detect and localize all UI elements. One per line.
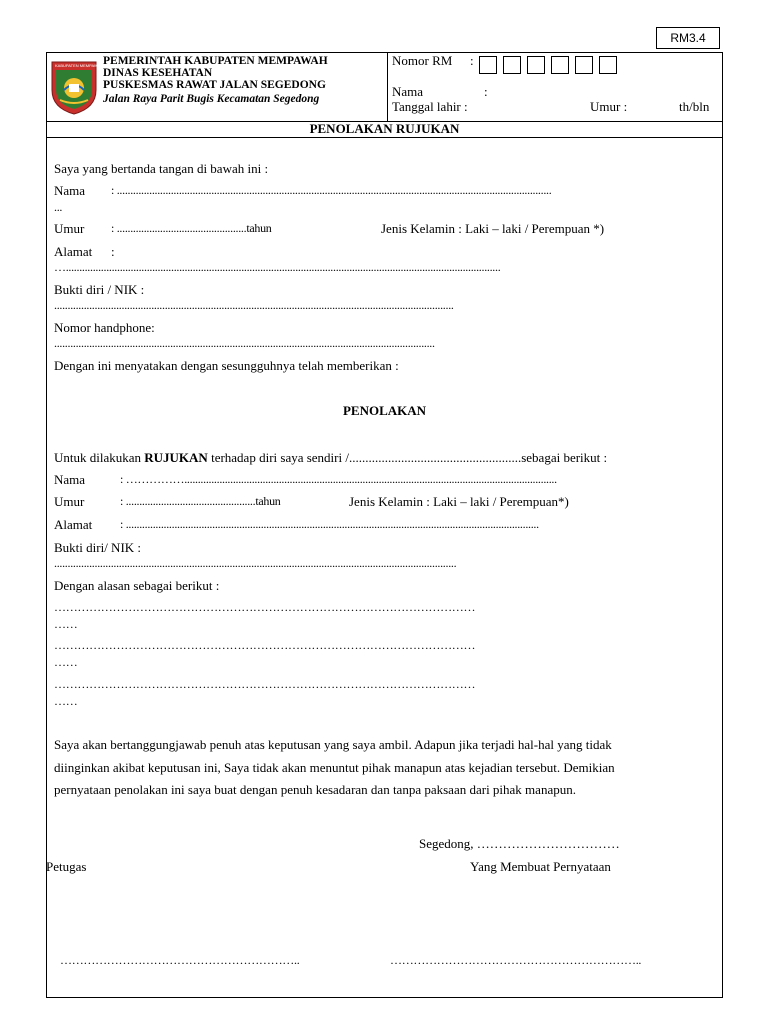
tanggal-lahir-label: Tanggal lahir : (392, 99, 468, 114)
rm-digit-box-3[interactable] (527, 56, 545, 74)
rm-digit-box-5[interactable] (575, 56, 593, 74)
rm-digit-box-2[interactable] (503, 56, 521, 74)
s2-nik-field[interactable]: ..................................................................................................................................................... (54, 556, 457, 570)
alamat-label: Alamat (54, 244, 93, 259)
header-divider (387, 52, 388, 121)
alasan-line-3-cont[interactable]: …… (54, 694, 78, 708)
s2-nama-label: Nama (54, 472, 86, 487)
alasan-line-3[interactable]: ……………………………………………………………………………………………… (54, 677, 476, 691)
s2-nama-field[interactable]: : …………….......................................................................................................................................... (120, 472, 557, 486)
logo-text: KABUPATEN MEMPAWAH (55, 63, 104, 68)
section2-intro (54, 450, 607, 466)
penolakan-heading: PENOLAKAN (342, 403, 427, 418)
alamat-field[interactable]: …................................................................................................................................................................. (54, 260, 501, 274)
rm-digit-box-4[interactable] (551, 56, 569, 74)
nik-label: Bukti diri / NIK : (54, 282, 145, 297)
pembuat-signature-line[interactable]: ……………………………………………………….. (390, 953, 642, 967)
place-date[interactable]: Segedong, …………………………… (419, 836, 620, 851)
logo (48, 56, 104, 116)
rm-digit-box-1[interactable] (479, 56, 497, 74)
patient-nama-label: Nama (392, 84, 424, 99)
section2-intro-pre: Untuk dilakukan (54, 450, 145, 465)
header-line-3: PUSKESMAS RAWAT JALAN SEGEDONG (103, 79, 326, 91)
s2-nik-label: Bukti diri/ NIK : (54, 540, 142, 555)
statement-text: Dengan ini menyatakan dengan sesungguhnya telah memberikan : (54, 358, 399, 373)
closing-line-3: pernyataan penolakan ini saya buat dengan penuh kesadaran dan tanpa paksaan dari pihak manapun. (54, 782, 576, 797)
petugas-signature-line[interactable]: …………………………………………………….. (60, 953, 300, 967)
form-code: RM3.4 (656, 27, 720, 49)
section2-intro-bold: RUJUKAN (144, 450, 208, 465)
alasan-line-1[interactable]: ……………………………………………………………………………………………… (54, 600, 476, 614)
nama-label: Nama (54, 183, 86, 198)
closing-line-2: diinginkan akibat keputusan ini, Saya tidak akan menuntut pihak manapun atas kejadian tersebut. Demikian (54, 760, 615, 775)
petugas-label: Petugas (46, 859, 87, 874)
nama-field-continuation[interactable]: ... (54, 200, 63, 214)
handphone-field[interactable]: ............................................................................................................................................. (54, 336, 435, 350)
s2-alamat-label: Alamat (54, 517, 93, 532)
alasan-line-2[interactable]: ……………………………………………………………………………………………… (54, 638, 476, 652)
header-address: Jalan Raya Parit Bugis Kecamatan Segedong (103, 93, 320, 105)
umur-unit: th/bln (679, 99, 710, 114)
header-line-1: PEMERINTAH KABUPATEN MEMPAWAH (103, 55, 328, 67)
alasan-line-1-cont[interactable]: …… (54, 617, 78, 631)
closing-line-1: Saya akan bertanggungjawab penuh atas keputusan yang saya ambil. Adapun jika terjadi hal-hal yang tidak (54, 737, 612, 752)
alasan-label: Dengan alasan sebagai berikut : (54, 578, 220, 593)
umur-field-label: Umur (54, 221, 85, 236)
s2-umur-label: Umur (54, 494, 85, 509)
title-bottom-line (46, 137, 723, 138)
umur-label: Umur : (590, 99, 628, 114)
pembuat-label: Yang Membuat Pernyataan (470, 859, 611, 874)
alasan-line-2-cont[interactable]: …… (54, 655, 78, 669)
jenis-kelamin[interactable]: Jenis Kelamin : Laki – laki / Perempuan *) (381, 221, 605, 236)
nomor-rm-colon: : (470, 53, 474, 68)
nama-field[interactable]: : ................................................................................................................................................................. (111, 183, 552, 197)
nik-field[interactable]: .................................................................................................................................................... (54, 298, 454, 312)
handphone-label: Nomor handphone: (54, 320, 155, 335)
umur-field[interactable]: : ................................................tahun (111, 221, 272, 235)
s2-alamat-field[interactable]: : ......................................................................................................................................................... (120, 517, 539, 531)
section2-intro-post: terhadap diri saya sendiri /.....................................................sebagai berikut : (207, 450, 608, 465)
section1-intro: Saya yang bertanda tangan di bawah ini : (54, 161, 269, 176)
header-line-2: DINAS KESEHATAN (103, 67, 213, 79)
alamat-colon: : (111, 244, 115, 259)
nomor-rm-label: Nomor RM (392, 53, 453, 68)
s2-jenis-kelamin[interactable]: Jenis Kelamin : Laki – laki / Perempuan*) (349, 494, 569, 509)
form-title: PENOLAKAN RUJUKAN (309, 121, 460, 136)
rm-digit-box-6[interactable] (599, 56, 617, 74)
s2-umur-field[interactable]: : ................................................tahun (120, 494, 281, 508)
patient-nama-colon: : (484, 84, 488, 99)
